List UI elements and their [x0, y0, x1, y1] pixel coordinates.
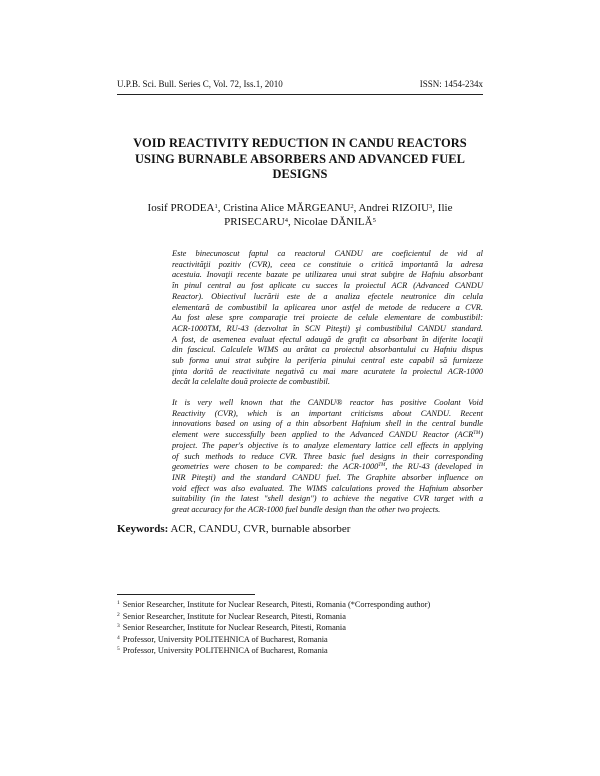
affiliation-mark: 2: [350, 203, 354, 210]
trademark-mark: TM: [378, 463, 386, 469]
abstract-line: Este binecunoscut faptul ca reactorul CANDU are coeficientul de vid al: [172, 249, 483, 258]
footnote: [117, 622, 483, 634]
abstract-text: element were successfully been applied to the Advanced CANDU Reactor (ACR: [172, 430, 474, 440]
affiliation-mark: 1: [214, 203, 218, 210]
affiliation-mark: 4: [284, 217, 288, 224]
title-line: VOID REACTIVITY REDUCTION IN CANDU REACTORS: [133, 136, 467, 150]
abstract-line: Au fost alese spre comparaţie trei proiecte de celule elementare de combustibil:: [172, 313, 483, 323]
abstract-line: of such methods to reduce CVR. Three basic fuel designs in their corresponding: [172, 451, 483, 461]
abstract-line: It is very well known that the CANDU® reactor has positive Coolant Void: [172, 398, 483, 407]
abstract-line: elementară de combustibil la aplicarea unor astfel de metode de reducere a CVR.: [172, 302, 483, 312]
footnote-rule: [117, 594, 255, 595]
abstract-romanian: [172, 249, 483, 388]
abstract-line: A fost, de asemenea evaluat efectul adaugă de grafit ca absorbant în diferite locaţii: [172, 334, 483, 344]
author-line: [117, 201, 483, 215]
abstract-line: în pinul central au fost aplicate cu succes la proiectul ACR (Advanced CANDU: [172, 281, 483, 291]
footnote: [117, 645, 483, 657]
abstract-line: innovations based on using of a thin absorbent Hafnium shell in the central bundle: [172, 419, 483, 429]
author-separator: ,: [353, 202, 359, 214]
footnote: [117, 634, 483, 646]
paper-title: [117, 136, 483, 183]
footnote-text: Senior Researcher, Institute for Nuclear Research, Pitesti, Romania: [122, 611, 346, 621]
footnote-text: Professor, University POLITEHNICA of Bucharest, Romania: [122, 646, 328, 656]
author-name: Iosif PRODEA: [147, 202, 215, 214]
author-name: Andrei RIZOIU: [358, 202, 430, 214]
abstract-line: Reactor). Obiectivul lucrării este de a analiza efectele neutronice din celula: [172, 291, 483, 301]
affiliation-mark: 3: [429, 203, 433, 210]
abstract-line: sub forma unui strat subţire la periferia pinului central este capabil să furnizeze: [172, 356, 483, 366]
abstract-line: project. The paper's objective is to analyze elementary lattice cell effects in applying: [172, 440, 483, 450]
footnote-text: Senior Researcher, Institute for Nuclear Research, Pitesti, Romania (*Corresponding author): [122, 600, 431, 609]
running-header: [117, 79, 483, 90]
abstract-line: reactivităţii pozitiv (CVR), ceea ce constituie o critică importantă la adresa: [172, 259, 483, 269]
author-name: Nicolae DĂNILĂ: [293, 216, 373, 228]
abstract-line: great accuracy for the ACR-1000 fuel bundle design than the other two projects.: [172, 505, 441, 515]
author-separator: ,: [287, 216, 294, 228]
title-line: USING BURNABLE ABSORBERS AND ADVANCED FUEL: [135, 151, 465, 166]
abstract-line: din fascicul. Calculele WIMS au arătat ca proiectul absorbantului cu Hafniu dispus: [172, 345, 483, 355]
author-line: [117, 215, 483, 229]
title-line: DESIGNS: [272, 167, 328, 181]
abstract-line: ţinta dorită de reactivitate negativă cu mai mare acuratete la proiectul ACR-1000: [172, 366, 483, 376]
keywords-label: Keywords:: [117, 523, 169, 535]
footnote: [117, 599, 483, 611]
abstract-line: decât la celelalte două proiecte de combustibil.: [172, 377, 330, 387]
trademark-mark: TM: [473, 431, 481, 437]
abstract-line: ACR-1000TM, RU-43 (dezvoltat în SCN Piteşti) şi combustibilul CANDU standard.: [172, 323, 483, 333]
footnote-text: Professor, University POLITEHNICA of Bucharest, Romania: [122, 634, 328, 644]
abstract-english: [172, 398, 483, 516]
issn: ISSN: 1454-234x: [419, 79, 483, 89]
abstract-line: Reactivity (CVR), which is an important criticisms about CANDU. Recent: [172, 408, 483, 418]
author-list: [117, 201, 483, 229]
affiliation-mark: 5: [372, 217, 376, 224]
journal-citation: U.P.B. Sci. Bull. Series C, Vol. 72, Iss.1, 2010: [117, 79, 283, 89]
footnote-mark: 3: [117, 623, 120, 630]
abstract-line: [172, 462, 483, 473]
footnote-mark: 4: [117, 634, 120, 641]
footnote-mark: 1: [117, 600, 120, 606]
footnote-mark: 2: [117, 611, 120, 618]
abstract-text: ): [480, 430, 483, 440]
abstract-text: , the RU-43 (developed in: [385, 462, 483, 472]
abstract-line: acestuia. Inovaţii recente bazate pe utilizarea unui strat subţire de Hafniu absorbant: [172, 270, 483, 280]
abstract-line: suitability (in the latest "shell design") to achieve the negative CVR target with a: [172, 494, 483, 504]
author-name: Cristina Alice MĂRGEANU: [223, 202, 351, 214]
keywords: [117, 523, 483, 536]
author-separator: , Ilie: [432, 202, 453, 214]
footnotes: [117, 599, 483, 657]
abstract-line: [172, 430, 483, 441]
abstract-text: geometries were chosen to be compared: the ACR-1000: [172, 462, 379, 472]
author-name: PRISECARU: [224, 216, 285, 228]
abstract-line: void effect was also evaluated. The WIMS calculations proved the Hafnium absorber: [172, 483, 483, 493]
abstract-line: INR Piteşti) and the standard CANDU fuel. The Graphite absorber influence on: [172, 472, 483, 482]
footnote: [117, 611, 483, 623]
footnote-mark: 5: [117, 646, 120, 653]
keywords-text: ACR, CANDU, CVR, burnable absorber: [168, 523, 351, 535]
header-rule: [117, 94, 483, 95]
footnote-text: Senior Researcher, Institute for Nuclear Research, Pitesti, Romania: [122, 623, 346, 633]
author-separator: ,: [217, 202, 224, 214]
